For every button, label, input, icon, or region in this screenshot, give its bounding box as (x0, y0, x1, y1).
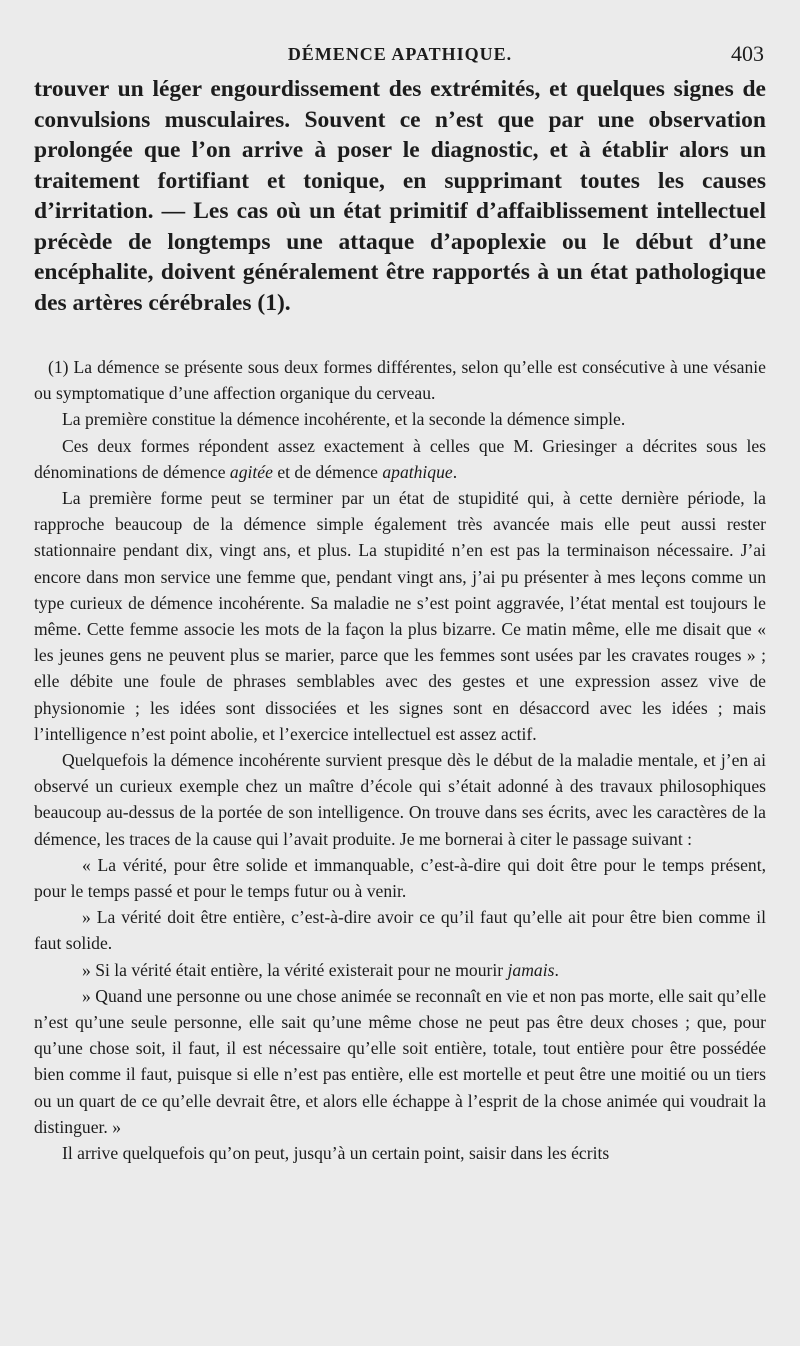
text-run: Ces deux formes répondent assez exactement à celles que M. Griesinger a décrites sous les dénominations de démence (34, 435, 766, 482)
page-number: 403 (731, 41, 764, 66)
quoted-passage: « La vérité, pour être solide et immanquable, c’est-à-dire qui doit être pour le temps présent, pour le temps passé et pour le temps futur ou à venir. (34, 854, 766, 902)
quoted-passage: » La vérité doit être entière, c’est-à-dire avoir ce qu’il faut qu’elle ait pour être bien comme il faut solide. (34, 907, 766, 954)
page-header (34, 36, 766, 72)
footnote-paragraph: (1) La démence se présente sous deux formes différentes, selon qu’elle est consécutive à une vésanie ou symptomatique d’une affection organique du cerveau. (34, 357, 766, 404)
running-title: DÉMENCE APATHIQUE. (287, 44, 513, 64)
footnote-paragraph: La première constitue la démence incohérente, et la seconde la démence simple. (62, 409, 626, 430)
main-paragraph: trouver un léger engourdissement des extrémités, et quelques signes de convulsions musculaires. Souvent ce n’est que par une observation prolongée que l’on arrive à poser le diagnostic, et à établir alors un traitement fortifiant et tonique, en supprimant toutes les causes d’irritation. — Les cas où un état primitif d’affaiblissement intellectuel précède de longtemps une attaque d’apoplexie ou le début d’une encéphalite, doivent généralement être rapportés à un état pathologique des artères cérébrales (1). (34, 76, 766, 316)
footnote-paragraph: Il arrive quelquefois qu’on peut, jusqu’à un certain point, saisir dans les écrits (62, 1143, 610, 1164)
quoted-passage (34, 957, 766, 983)
text-run: et de démence (272, 461, 383, 482)
text-run: . (554, 959, 559, 980)
footnote-paragraph (34, 433, 766, 485)
footnote-paragraph: Quelquefois la démence incohérente survient presque dès le début de la maladie mentale, et j’en ai observé un curieux exemple chez un maître d’école qui s’était adonné à des travaux philosophiques beaucoup au-dessus de la portée de son intelligence. On trouve dans ses écrits, avec les caractères de la démence, les traces de la cause qui l’avait produite. Je me bornerai à citer le passage suivant : (34, 750, 766, 849)
quoted-passage: » Quand une personne ou une chose animée se reconnaît en vie et non pas morte, elle sait qu’elle n’est qu’une seule personne, elle sait qu’une même chose ne peut pas être deux choses ; que, pour qu’une chose soit, il faut, il est nécessaire qu’elle soit entière, totale, tout entière pour être possédée bien comme il faut, puisque si elle n’est pas entière, elle est mortelle et peut être une moitié ou un tiers ou un quart de ce qu’elle devrait être, et alors elle échappe à l’esprit de la chose animée qui voudrait la distinguer. » (34, 985, 766, 1137)
text-run: » Si la vérité était entière, la vérité existerait pour ne mourir (82, 959, 508, 980)
italic-term: agitée (229, 461, 273, 482)
text-run: . (452, 461, 458, 482)
footnote (34, 354, 766, 1166)
italic-term: jamais (507, 959, 555, 980)
italic-term: apathique (382, 461, 453, 482)
footnote-paragraph: La première forme peut se terminer par un état de stupidité qui, à cette dernière période, la rapproche beaucoup de la démence simple également très avancée mais elle peut aussi rester stationnaire pendant dix, vingt ans, et plus. La stupidité n’en est pas la terminaison nécessaire. J’ai encore dans mon service une femme que, pendant vingt ans, j’ai pu présenter à mes leçons comme un type curieux de démence incohérente. Sa maladie ne s’est point aggravée, l’état mental est toujours le même. Cette femme associe les mots de la façon la plus bizarre. Ce matin même, elle me disait que « les jeunes gens ne peuvent plus se marier, parce que les femmes sont usées par les cravates rouges » ; elle débite une foule de phrases semblables avec des gestes et une expression assez vive de physionomie ; les idées sont dissociées et les signes sont en désaccord avec les idées ; mais l’intelligence n’est point abolie, et l’exercice intellectuel est assez actif. (34, 488, 766, 744)
